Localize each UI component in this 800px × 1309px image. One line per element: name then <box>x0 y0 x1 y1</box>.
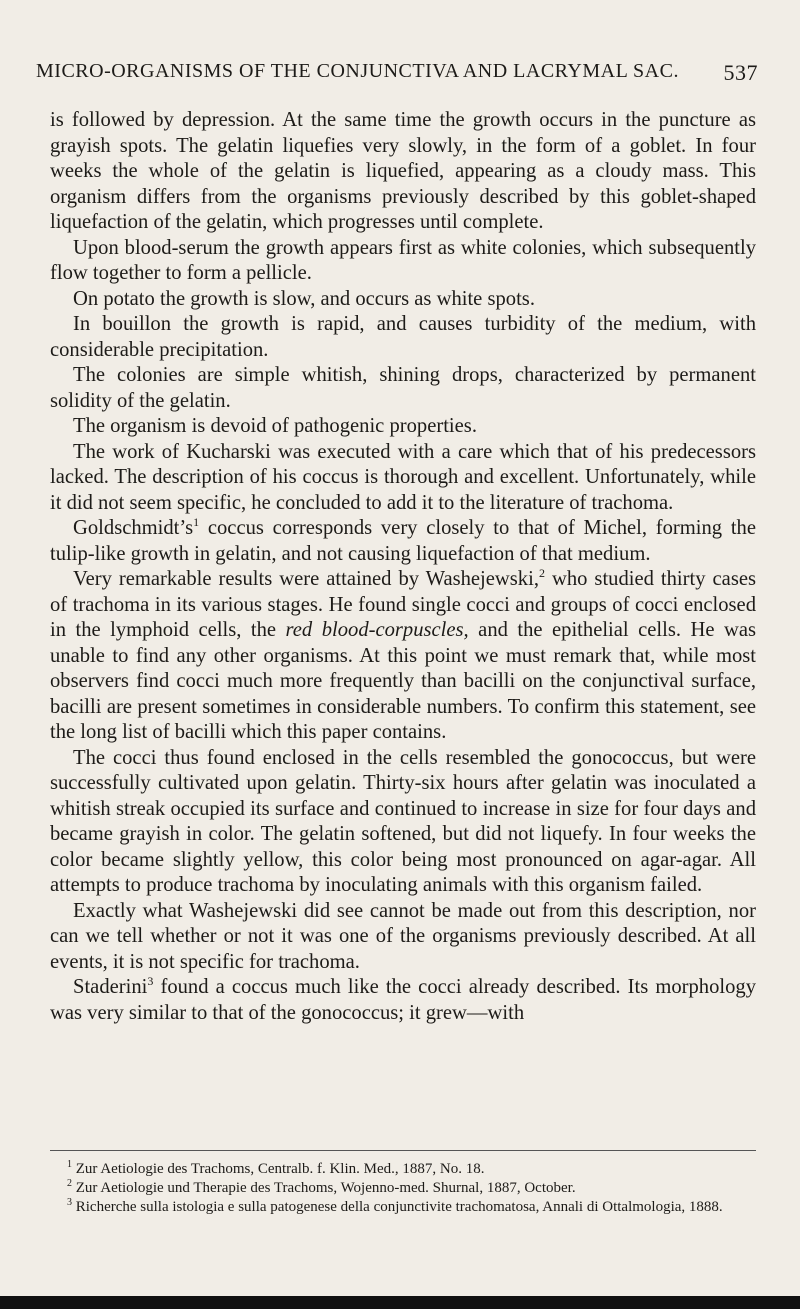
paragraph-text: who studied thirty cases of trachoma in its various stages. He found single cocci and groups of cocci enclosed in the lymphoid cells, the <box>50 568 756 641</box>
paragraph: On potato the growth is slow, and occurs as white spots. <box>73 287 535 310</box>
paragraph <box>50 567 756 746</box>
paragraph <box>50 516 756 567</box>
paragraph: In bouillon the growth is rapid, and causes turbidity of the medium, with considerable precipitation. <box>50 313 756 361</box>
footnote-divider <box>50 1150 756 1151</box>
paragraph-text: coccus corresponds very closely to that of Michel, forming the tulip-like growth in gelatin, and not causing liquefaction of that medium. <box>50 517 756 565</box>
footnote-ref[interactable]: 2 <box>538 566 545 581</box>
running-title: MICRO-ORGANISMS OF THE CONJUNCTIVA AND LACRYMAL SAC. <box>36 60 679 82</box>
footnote <box>50 1160 756 1179</box>
paragraph-text: and the epithelial cells. He was unable to find any other organisms. At this point we must remark that, while most observers find cocci much more frequently than bacilli on the conjunctival surface, bacilli are present sometimes in considerable numbers. To confirm this statement, see the long list of bacilli which this paper contains. <box>50 619 756 743</box>
italic-term: red blood-corpuscles, <box>285 619 469 641</box>
paragraph-text: Very remarkable results were attained by Washejewski, <box>73 568 539 590</box>
footnote-mark: 3 <box>67 1197 72 1208</box>
footnote-mark: 2 <box>67 1178 72 1189</box>
page-number: 537 <box>723 60 758 85</box>
paragraph: Upon blood-serum the growth appears first as white colonies, which subsequently flow together to form a pellicle. <box>50 236 756 284</box>
author-name: Goldschmidt’s <box>73 517 194 539</box>
paragraph: is followed by depression. At the same time the growth occurs in the puncture as grayish spots. The gelatin liquefies very slowly, in the form of a goblet. In four weeks the whole of the gelatin is liquefied, appearing as a cloudy mass. This organism differs from the organisms previously described by this goblet-shaped liquefaction of the gelatin, which progresses until complete. <box>50 109 756 233</box>
footnote-ref[interactable]: 1 <box>193 515 200 530</box>
scan-edge <box>0 1296 800 1309</box>
footnote-ref[interactable]: 3 <box>147 974 154 989</box>
footnote-text: Zur Aetiologie und Therapie des Trachoms, Wojenno-med. Shurnal, 1887, October. <box>72 1180 576 1196</box>
running-header <box>36 60 758 86</box>
body-text <box>50 108 756 1026</box>
paragraph-text: found a coccus much like the cocci already described. Its morphology was very similar to that of the gonococcus; it grew—with <box>50 976 756 1024</box>
paragraph: The colonies are simple whitish, shining drops, characterized by permanent solidity of the gelatin. <box>50 364 756 412</box>
paragraph: The cocci thus found enclosed in the cells resembled the gonococcus, but were successfully cultivated upon gelatin. Thirty-six hours after gelatin was inoculated a whitish streak occupied its surface and continued to increase in size for four days and became grayish in color. The gelatin softened, but did not liquefy. In four weeks the color became slightly yellow, this color being most pronounced on agar-agar. All attempts to produce trachoma by inoculating animals with this organism failed. <box>50 746 756 896</box>
footnote <box>50 1198 756 1217</box>
footnotes <box>50 1160 756 1217</box>
paragraph: The organism is devoid of pathogenic properties. <box>73 415 477 437</box>
paragraph: Exactly what Washejewski did see cannot be made out from this description, nor can we tell whether or not it was one of the organisms previously described. At all events, it is not specific for trachoma. <box>50 899 756 973</box>
paragraph <box>50 975 756 1026</box>
author-name: Staderini <box>73 976 148 998</box>
footnote-mark: 1 <box>67 1159 72 1170</box>
paragraph: The work of Kucharski was executed with a care which that of his predecessors lacked. The description of his coccus is thorough and excellent. Unfortunately, while it did not seem specific, he concluded to add it to the literature of trachoma. <box>50 440 756 514</box>
footnote-text: Zur Aetiologie des Trachoms, Centralb. f. Klin. Med., 1887, No. 18. <box>72 1161 485 1177</box>
footnote <box>50 1179 756 1198</box>
footnote-text: Richerche sulla istologia e sulla patogenese della conjunctivite trachomatosa, Annali di Ottalmologia, 1888. <box>72 1199 723 1215</box>
